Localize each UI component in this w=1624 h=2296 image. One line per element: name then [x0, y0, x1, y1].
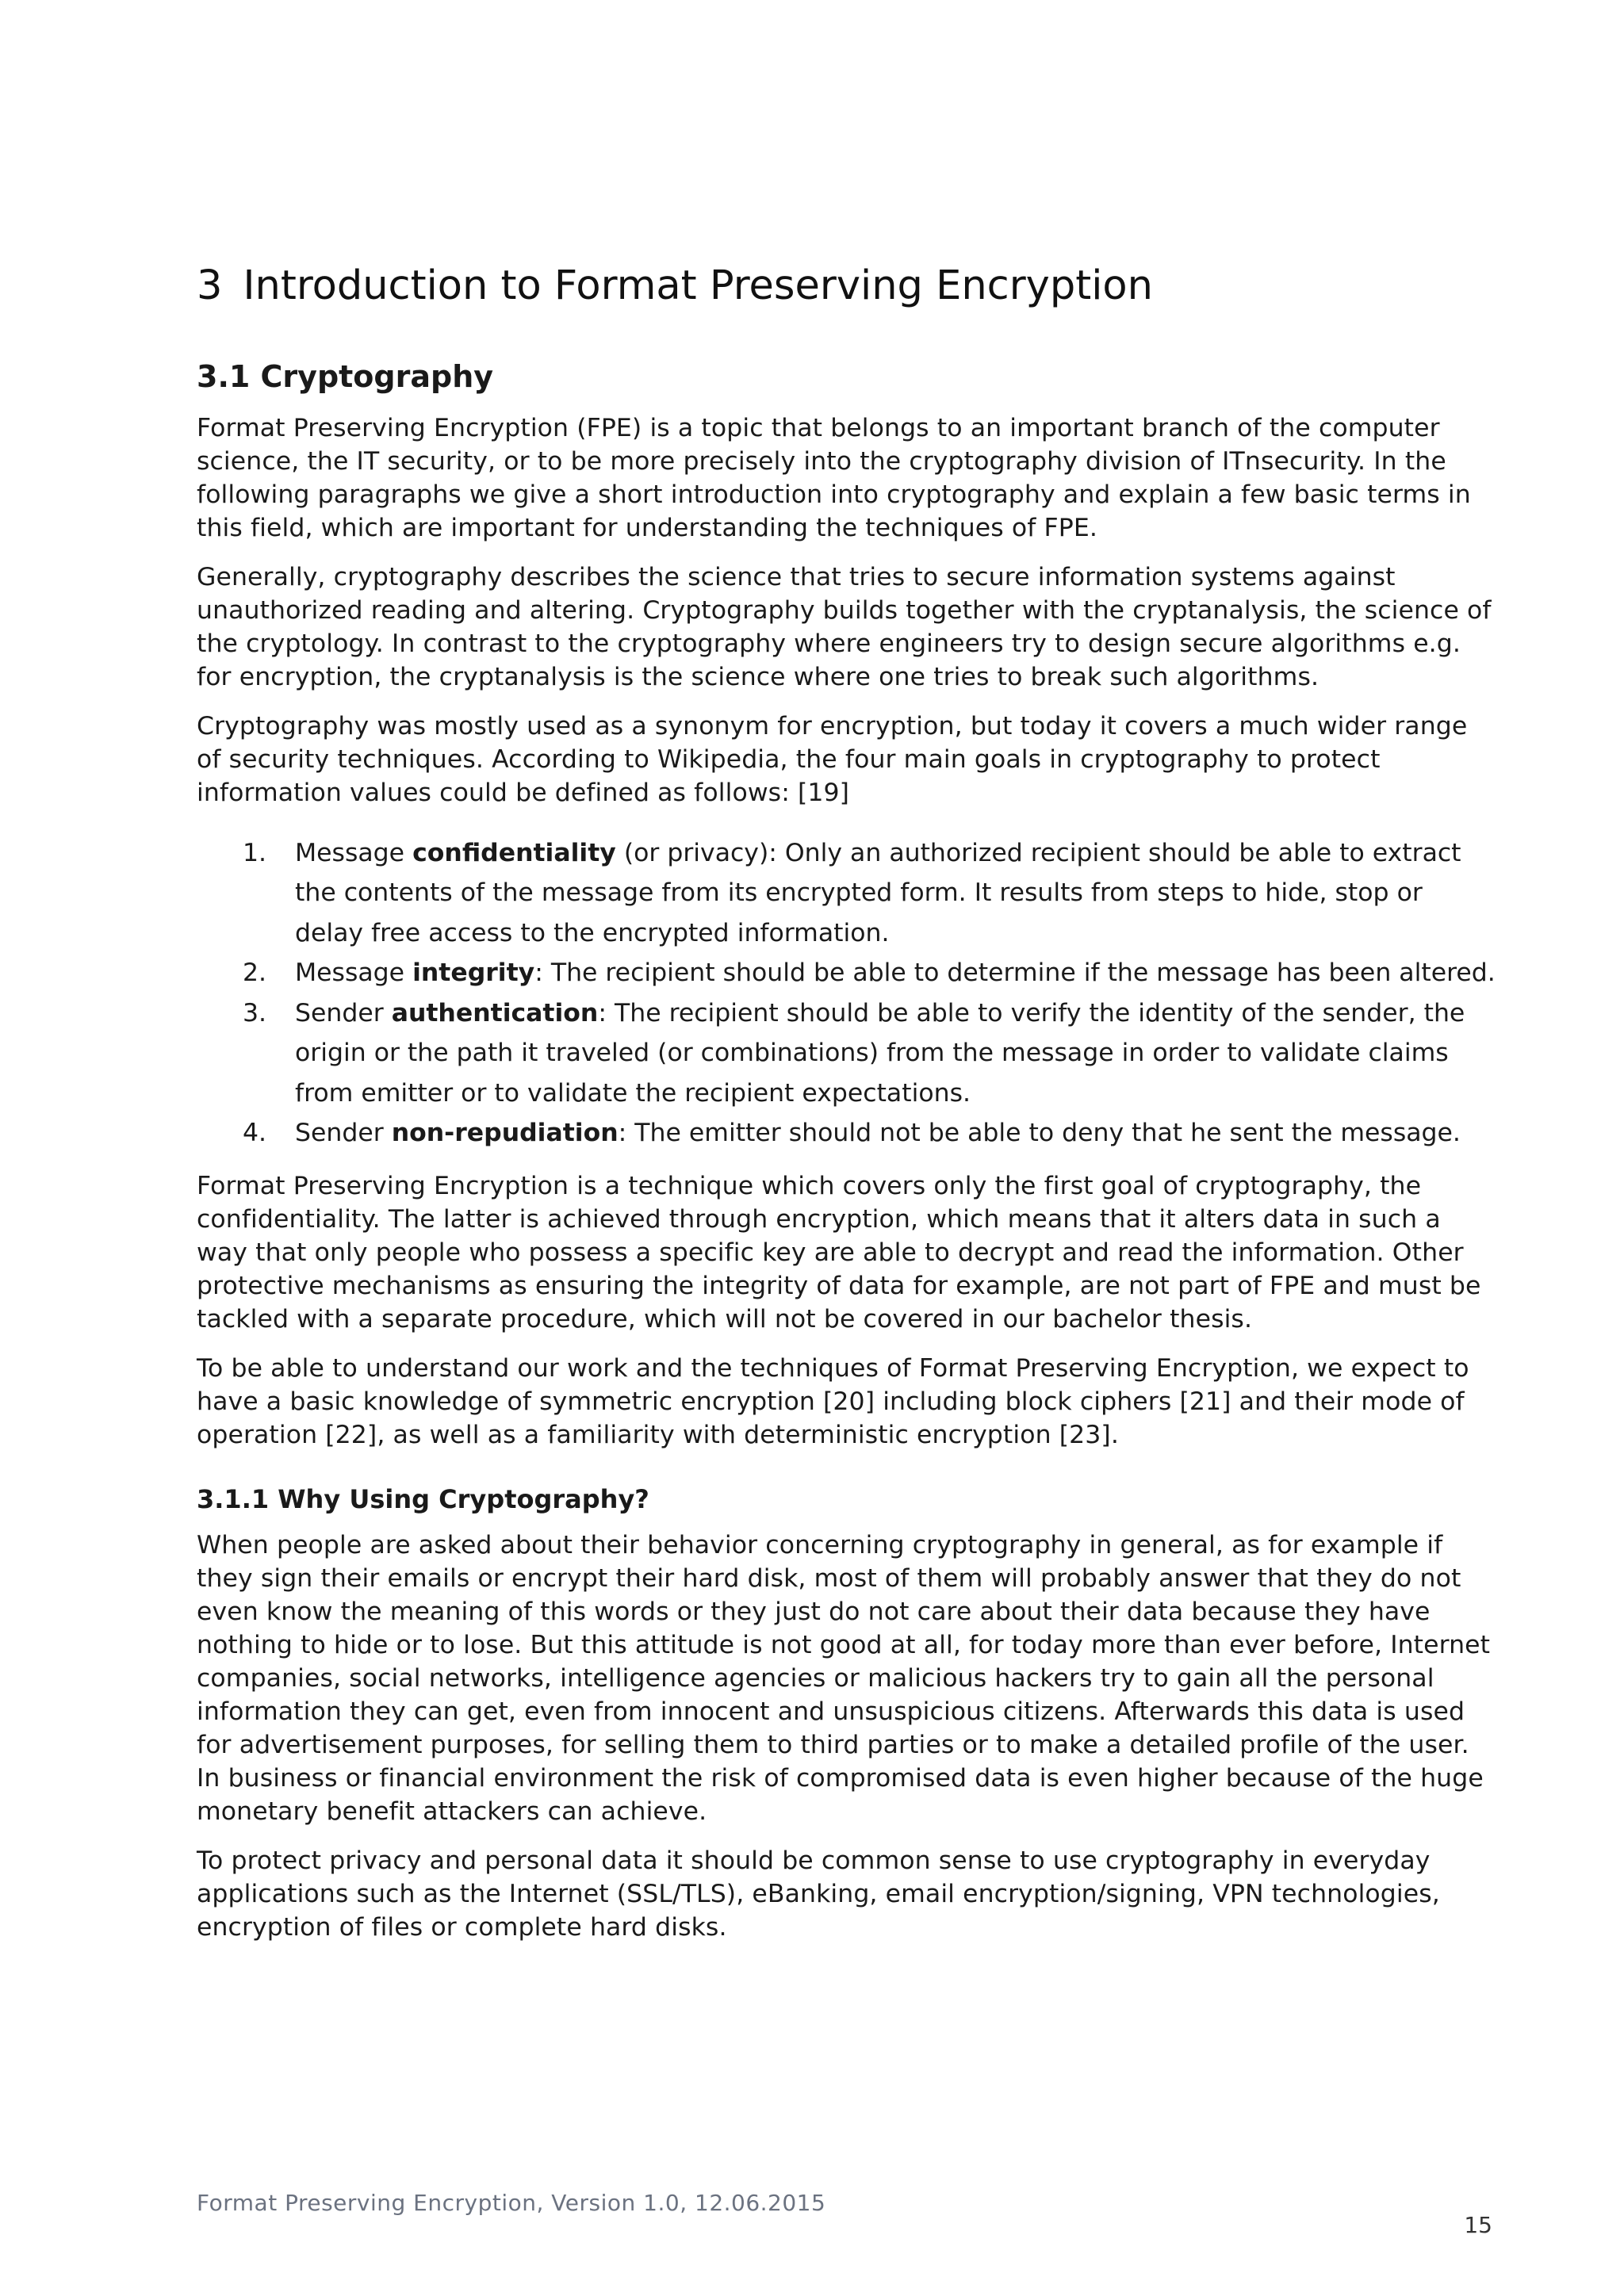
- goal-text: (or privacy): Only an authorized recipient should be able to extract the contents of the message from its encrypted form. It results from steps to hide, stop or delay free access to the encrypted information.: [295, 838, 1461, 947]
- paragraph: To protect privacy and personal data it should be common sense to use cryptography in everyday applications such as the Internet (SSL/TLS), eBanking, email encryption/signing, VPN technologies, encryption of files or complete hard disks.: [197, 1846, 1440, 1942]
- list-number: 1.: [243, 838, 267, 867]
- list-item: [197, 833, 1497, 954]
- section-title: 3.1 Cryptography: [197, 359, 494, 395]
- goal-term: authentication: [391, 998, 599, 1027]
- page-number: 15: [1464, 2212, 1492, 2238]
- list-item: [197, 993, 1497, 1114]
- list-number: 2.: [243, 959, 267, 988]
- paragraph: Generally, cryptography describes the science that tries to secure information systems against unauthorized reading and altering. Cryptography builds together with the cryptanalysis, the science of the cryptology. In contrast to the cryptography where engineers try to design secure algorithms e.g. for encryption, the cryptanalysis is the science where one tries to break such algorithms.: [197, 562, 1492, 691]
- goal-text: : The recipient should be able to determine if the message has been altered.: [534, 959, 1496, 988]
- goal-prefix: Message: [295, 959, 413, 988]
- footer-text: Format Preserving Encryption, Version 1.0, 12.06.2015: [197, 2190, 826, 2216]
- list-number: 3.: [243, 998, 267, 1027]
- goals-list: [197, 833, 1497, 1154]
- goal-prefix: Sender: [295, 998, 392, 1027]
- chapter-title-text: Introduction to Format Preserving Encryption: [243, 262, 1153, 309]
- list-item: [197, 1113, 1497, 1154]
- goal-prefix: Message: [295, 838, 413, 867]
- goal-term: non-repudiation: [391, 1119, 619, 1148]
- paragraph: When people are asked about their behavior concerning cryptography in general, as for example if they sign their emails or encrypt their hard disk, most of them will probably answer that they do not even know the meaning of this words or they just do not care about their data because they have nothing to hide or to lose. But this attitude is not good at all, for today more than ever before, Internet companies, social networks, intelligence agencies or malicious hackers try to gain all the personal information they can get, even from innocent and unsuspicious citizens. Afterwards this data is used for advertisement purposes, for selling them to third parties or to make a detailed profile of the user. In business or financial environment the risk of compromised data is even higher because of the huge monetary benefit attackers can achieve.: [197, 1531, 1491, 1827]
- goal-term: integrity: [412, 959, 535, 988]
- list-item: [197, 953, 1497, 993]
- paragraph: To be able to understand our work and the techniques of Format Preserving Encryption, we expect to have a basic knowledge of symmetric encryption [20] including block ciphers [21] and their mode of operation [22], as well as a familiarity with deterministic encryption [23].: [197, 1353, 1469, 1449]
- chapter-number: 3: [197, 262, 223, 309]
- goal-term: confidentiality: [412, 838, 616, 867]
- list-number: 4.: [243, 1119, 267, 1148]
- paragraph: Cryptography was mostly used as a synonym for encryption, but today it covers a much wider range of security techniques. According to Wikipedia, the four main goals in cryptography to protect information values could be defined as follows: [19]: [197, 711, 1468, 807]
- goal-prefix: Sender: [295, 1119, 392, 1148]
- subsection-title: 3.1.1 Why Using Cryptography?: [197, 1483, 649, 1514]
- chapter-title: [197, 262, 1497, 310]
- goal-text: : The emitter should not be able to deny that he sent the message.: [618, 1119, 1461, 1148]
- paragraph: Format Preserving Encryption (FPE) is a topic that belongs to an important branch of the computer science, the IT security, or to be more precisely into the cryptography division of ITnsecurity. In the following paragraphs we give a short introduction into cryptography and explain a few basic terms in this field, which are important for understanding the techniques of FPE.: [197, 413, 1471, 542]
- paragraph: Format Preserving Encryption is a technique which covers only the first goal of cryptography, the confidentiality. The latter is achieved through encryption, which means that it alters data in such a way that only people who possess a specific key are able to decrypt and read the information. Other protective mechanisms as ensuring the integrity of data for example, are not part of FPE and must be tackled with a separate procedure, which will not be covered in our bachelor thesis.: [197, 1171, 1481, 1334]
- page-content: [197, 262, 1497, 1960]
- goal-text: : The recipient should be able to verify the identity of the sender, the origin or the path it traveled (or combinations) from the message in order to validate claims from emitter or to validate the recipient expectations.: [295, 998, 1465, 1108]
